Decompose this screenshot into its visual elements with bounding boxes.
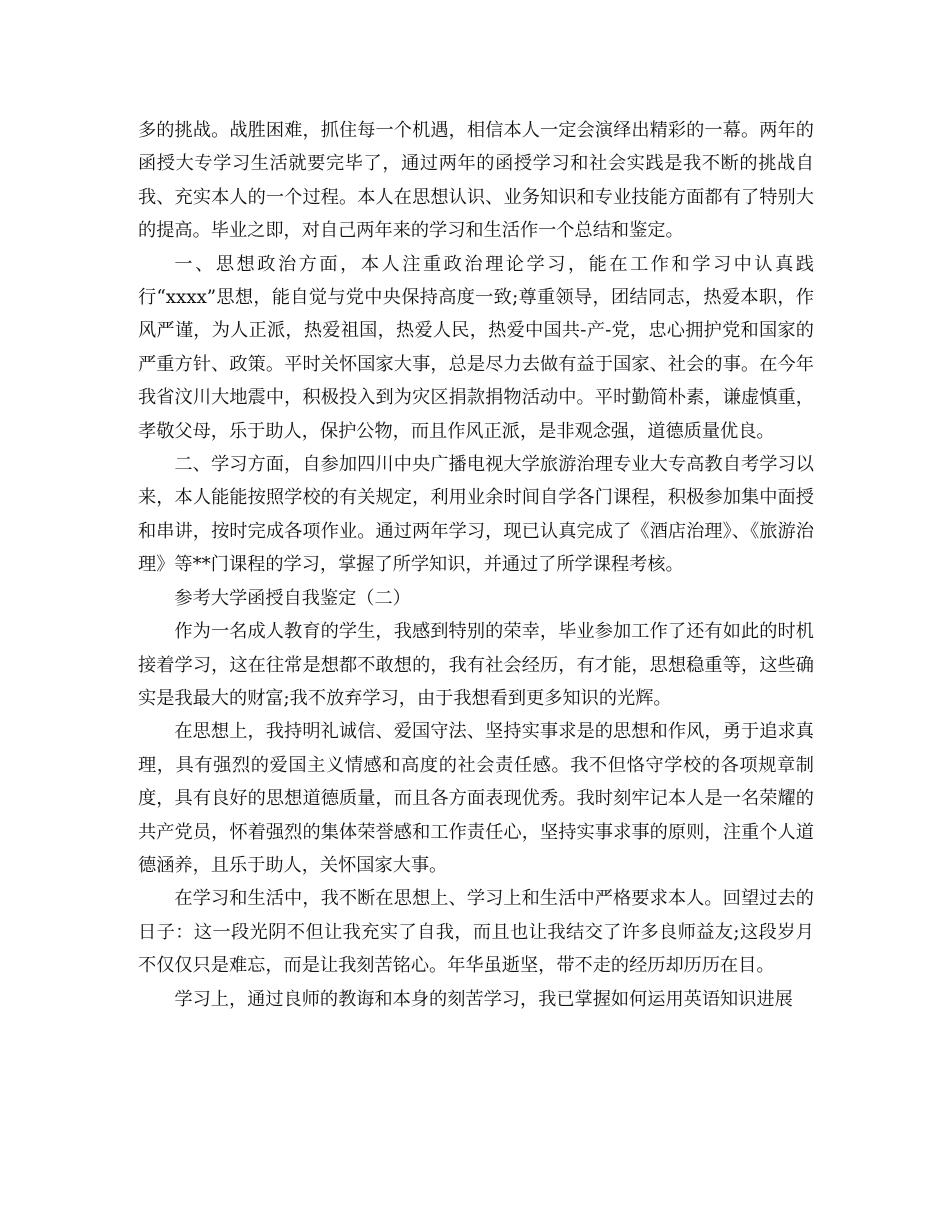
section-heading: 参考大学函授自我鉴定（二）: [174, 587, 411, 609]
paragraph-political-thought: 一、思想政治方面，本人注重政治理论学习，能在工作和学习中认真践行“xxxx”思想，能自觉与党中央保持高度一致;尊重领导，团结同志，热爱本职，作风严谨，为人正派，热爱祖国，热爱人民，热爱中国共-产-党，忠心拥护党和国家的严重方针、政策。平时关怀国家大事，总是尽力去做有益于国家、社会的事。在今年我省汶川大地震中，积极投入到为灾区捐款捐物活动中。平时勤简朴素，谦虚慎重，孝敬父母，乐于助人，保护公物，而且作风正派，是非观念强，道德质量优良。: [138, 253, 814, 442]
paragraph-intro-continuation: 多的挑战。战胜困难，抓住每一个机遇，相信本人一定会演绎出精彩的一幕。两年的函授大专学习生活就要完毕了，通过两年的函授学习和社会实践是我不断的挑战自我、充实本人的一个过程。本人在思想认识、业务知识和专业技能方面都有了特别大的提高。毕业之即，对自己两年来的学习和生活作一个总结和鉴定。: [138, 120, 814, 242]
paragraph-english-study: 学习上，通过良师的教诲和本身的刻苦学习，我已掌握如何运用英语知识进展: [174, 988, 793, 1010]
document-body: [138, 114, 814, 1016]
paragraph-adult-education: 作为一名成人教育的学生，我感到特别的荣幸，毕业参加工作了还有如此的时机接着学习，这在往常是想都不敢想的，我有社会经历，有才能，思想稳重等，这些确实是我最大的财富;我不放弃学习，由于我想看到更多知识的光辉。: [138, 621, 814, 709]
paragraph-ideology: 在思想上，我持明礼诚信、爱国守法、坚持实事求是的思想和作风，勇于追求真理，具有强烈的爱国主义情感和高度的社会责任感。我不但恪守学校的各项规章制度，具有良好的思想道德质量，而且各方面表现优秀。我时刻牢记本人是一名荣耀的共产党员，怀着强烈的集体荣誉感和工作责任心，坚持实事求事的原则，注重个人道德涵养，且乐于助人，关怀国家大事。: [138, 721, 814, 876]
paragraph-study: 二、学习方面，自参加四川中央广播电视大学旅游治理专业大专高教自考学习以来，本人能能按照学校的有关规定，利用业余时间自学各门课程，积极参加集中面授和串讲，按时完成各项作业。通过两年学习，现已认真完成了《酒店治理》、《旅游治理》等**门课程的学习，掌握了所学知识，并通过了所学课程考核。: [138, 454, 814, 576]
paragraph-study-and-life: 在学习和生活中，我不断在思想上、学习上和生活中严格要求本人。回望过去的日子：这一段光阴不但让我充实了自我，而且也让我结交了许多良师益友;这段岁月不仅仅只是难忘，而是让我刻苦铭心。年华虽逝坚，带不走的经历却历历在目。: [138, 888, 814, 977]
